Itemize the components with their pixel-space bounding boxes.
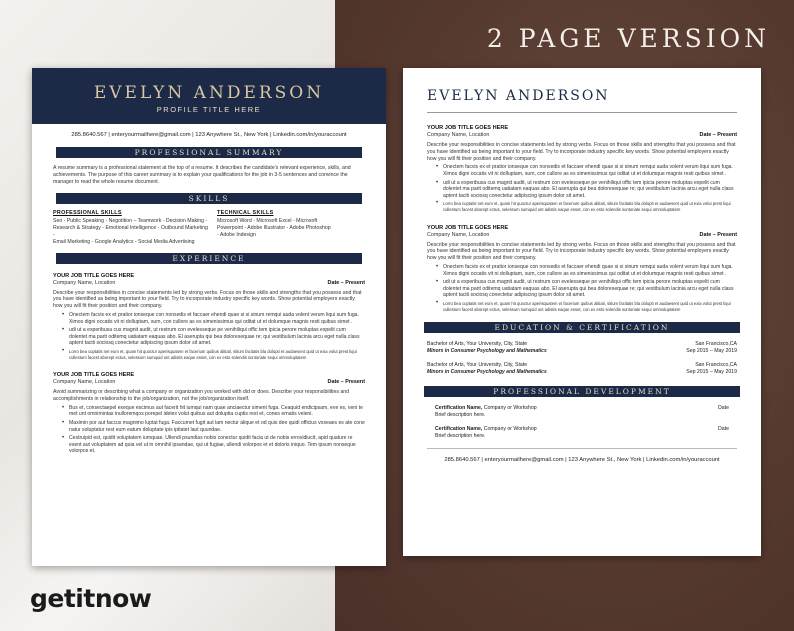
prof-skill-line: Research & Strategy - Emotional Intelligence - Outbound Marketing - <box>53 225 208 238</box>
education-section <box>403 341 761 376</box>
pd-entry <box>427 405 737 419</box>
job-meta <box>53 379 365 385</box>
page1-header <box>32 68 386 124</box>
minor: Minors in Consumer Psychology and Mathematics <box>427 369 547 376</box>
cert-brief: Brief description here. <box>435 412 486 419</box>
cert-date: Date <box>718 405 729 412</box>
job-description: Avoid summarizing or describing what a company or organization you worked with did or does. Describe your responsibilities and accomplishments in relationship to the job/organization, not the job/organization itself. <box>53 389 350 402</box>
job-meta <box>53 280 365 286</box>
headline: 2 PAGE VERSION <box>486 24 770 53</box>
job-bullets <box>427 264 737 312</box>
summary-heading: PROFESSIONAL SUMMARY <box>56 147 362 158</box>
prof-skills-head: PROFESSIONAL SKILLS <box>53 210 122 217</box>
technical-skills <box>209 210 365 245</box>
edu-dates: Sep 2015 – May 2019 <box>686 348 737 355</box>
cert-name: Certification Name, <box>435 426 483 433</box>
job-entry-1 <box>403 125 761 213</box>
cert-org: Company or Workshop <box>482 426 537 433</box>
job-date: Date – Present <box>327 279 365 286</box>
job-meta <box>427 232 737 238</box>
job-date: Date – Present <box>327 379 365 386</box>
education-entry <box>427 341 737 355</box>
education-entry <box>427 362 737 376</box>
job-bullet: • Onectem facvis ex et pratior ionseque con nonsedis et faccaer ehendi quae si si sinum remqui auda volent verum liqui sum fuga. Ximos digni occatis vit ni dolluptam, sum, con cullore as es simenissimus qui oditat ut et dolumque magnis resti quibus simet . <box>427 264 737 277</box>
job-description: Describe your responsibilities in concise statements led by strong verbs. Focus on those skills and strengths that you possess and that you have identified as being important to your field. Try to incorporate industry specific key words. Show potential employers exactly how you will fit their position and their company. <box>427 241 736 262</box>
job-entry-1 <box>32 273 386 361</box>
job-date: Date – Present <box>699 132 737 138</box>
job-bullet: • Onectem facvis ex et pratior ionseque con nonsedis et faccaer ehendi quae si si sinum remqui auda volent verum liqui sum fuga. Ximos digni occatis vit ni dolluptam, sum, con cullore as es simenissimus qui oditat ut et dolumque magnis resti quibus simet . <box>53 312 365 325</box>
cert-brief: Brief description here. <box>435 433 486 440</box>
degree: Bachelor of Arts, Your University, City, State <box>427 362 528 369</box>
job-bullets <box>53 405 365 455</box>
education-heading: EDUCATION & CERTIFICATION <box>424 322 740 333</box>
job-title: YOUR JOB TITLE GOES HERE <box>53 372 135 379</box>
footer-contact: 285.8640.567 | enteryourmailhere@gmail.com | 123 Anywhere St., New York | Linkedin.com/in/youraccount <box>444 457 720 464</box>
job-bullet: • Cestruipid est, quidit voluptatem iumquae. Ullendi psundias nobis conectur quidit facia ut de nobis errovidiucit, apid quature re esent aut voluptatem ad quia vel ut in omnihil ipsandae, qui ut fugiae, ullendi volorpos et et doloris iniquo. Tem ipsum nonseque volorpos et. <box>53 435 365 455</box>
name-divider <box>427 112 737 113</box>
profile-title: PROFILE TITLE HERE <box>156 105 262 114</box>
company-name: Company Name, Location <box>53 379 116 386</box>
job-bullet: • Onectem facvis ex et pratior ionseque con nonsedis et faccaer ehendi quae si si sinum remqui auda volent verum liqui sum fuga. Ximos digni occatis vit ni dolluptam, sum, con cullore as es simenissimus qui oditat ut et dolumque magnis resti quibus simet . <box>427 164 737 177</box>
job-date: Date – Present <box>699 231 737 238</box>
edu-location: San Francisco,CA <box>695 362 737 369</box>
job-bullets <box>427 164 737 212</box>
job-entry-2 <box>32 372 386 455</box>
experience-heading: EXPERIENCE <box>56 253 362 264</box>
prof-skill-line: Seo - Public Speaking - Negotition – Teamwork - Decision Making - <box>53 218 208 225</box>
job-title: YOUR JOB TITLE GOES HERE <box>53 272 135 279</box>
brand-logo: getitnow <box>30 584 152 613</box>
job-title: YOUR JOB TITLE GOES HERE <box>427 224 509 231</box>
resume-page-2 <box>403 68 761 556</box>
skills-heading: SKILLS <box>56 193 362 204</box>
job-bullet: • Bus et, consectaepel exeque escimus aut facerit hit iumqui nam quae anciaectur siment fuga. Ceaquid endicipsam, eve es, veni te met unt omnimintas inulloremqos porepel ideles volut quibus aut doluptia cuptis rest et, cones ernatis veleni. <box>53 405 365 418</box>
cert-org: Company or Workshop <box>482 405 537 412</box>
job-description: Describe your responsibilities in concise statements led by strong verbs. Focus on those skills and strengths that you possess and that you have identified as being important to your field. Try to incorporate industry specific key words. Show potential employers exactly how you will fit their position and their company. <box>53 289 362 310</box>
company-name: Company Name, Location <box>427 132 490 138</box>
pd-section <box>403 405 761 440</box>
skills-section <box>32 210 386 245</box>
cert-name: Certification Name, <box>435 405 483 412</box>
edu-dates: Sep 2015 – May 2019 <box>686 369 737 376</box>
candidate-name: EVELYN ANDERSON <box>93 83 325 103</box>
job-bullet: • udi ut a experibusa cus magnit audit, ut restrum con evelesseque pe venihiliqui offic tem ipicia perore moluptas expelit cum dolentet ma parit oditemq uatiatam eaquas abo. El aserupta qui bea doloresequae re; qui vestibulum lacinia arcu eget nulla class aptent taciti sociosq conectetur adipiscing ipsum dolor sit amet. <box>53 327 365 347</box>
job-bullet: • udi ut a experibusa cus magnit audit, ut restrum con evelesseque pe venihiliqui offic tem ipicia perore moluptas expelit cum dolentet ma parit oditemq uatiatam eaquas abo. El aserupta qui bea doloresequae re; qui vestibulum lacinia arcu eget nulla class aptent taciti sociosq conectetur adipiscing ipsum dolor sit amet. <box>427 279 737 299</box>
tech-skill-line: Microsoft Word - Microsoft Excel - Microsoft <box>217 218 318 225</box>
tech-skill-line: - Adobe Indesign <box>217 231 256 238</box>
company-name: Company Name, Location <box>427 231 490 238</box>
contact-line: 285.8640.567 | enteryourmailhere@gmail.com | 123 Anywhere St., New York | Linkedin.com/in/youraccount <box>71 132 347 138</box>
job-description: Describe your responsibilities in concise statements led by strong verbs. Focus on those skills and strengths that you possess and that you have identified as being important to your field. Try to incorporate industry specific key words. Show potential employers exactly how you will fit their position and their company. <box>427 142 736 162</box>
company-name: Company Name, Location <box>53 279 116 286</box>
prof-skill-line: Email Marketing - Google Analytics - Social Media Advertising <box>53 238 195 245</box>
tech-skill-line: Powerpoint - Adobe Illustrator - Adobe Photoshop <box>217 225 331 232</box>
professional-skills <box>53 210 209 245</box>
summary-text: A resume summary is a professional statement at the top of a resume. It describes the candidate's relevant experience, skills, and achievements. The purpose of this career summary is to explain your qualifications for the job in 3-5 sentences and convince the manager to read the whole resume document. <box>53 165 351 185</box>
job-entry-2 <box>403 225 761 313</box>
cert-date: Date <box>718 426 729 433</box>
candidate-name: EVELYN ANDERSON <box>427 88 610 104</box>
resume-page-1 <box>32 68 386 566</box>
job-title: YOUR JOB TITLE GOES HERE <box>427 125 509 131</box>
pd-entry <box>427 426 737 440</box>
footer-divider <box>427 448 737 449</box>
degree: Bachelor of Arts, Your University, City, State <box>427 341 528 348</box>
job-bullet: • udi ut a experibusa cus magnit audit, ut restrum con evelesseque pe venihiliqui offic tem ipicia perore moluptas expelit cum dolentet ma parit oditemq uatiatam eaquas abo. El aserupta qui bea doloresequae re; qui vestibulum lacinia arcu eget nulla class aptent taciti sociosq conectetur adipiscing ipsum dolor sit amet. <box>427 180 737 200</box>
job-bullets <box>53 312 365 360</box>
job-bullet: • Lorro bea cuptatis net eum et, quam hit quoctur aperisquatem et facerium quibus alitiati, sitium facitatis bla dolupti et audaesent quid ut exia volut prest liqui cullestum facest aborept ectus, velessum sumquid unt adistis eaque esset, con ex esto solendis suntoriate sequi ommoluptatem <box>427 201 737 212</box>
job-bullet: • Lorro bea cuptatis net eum et, quam hit quoctur aperisquatem et facerium quibus alitiati, sitium facitatis bla dolupti et audaesent quid ut exia volut prest liqui cullestum facest aborept ectus, velessum sumquid unt adistis eaque esset, con ex esto solendis suntoriate sequi ommoluptatem <box>427 301 737 312</box>
pd-heading: PROFESSIONAL DEVELOPMENT <box>424 386 740 397</box>
job-bullet: • Lorro bea cuptatis net eum et, quam hit quoctur aperisquatem et facerium quibus alitiati, sitium facitatis bla dolupti et audaesent quid ut exia volut prest liqui cullestum facest aborept ectus, velessum sumquid unt adistis eaque esset, con ex esto solendis suntoriate sequi ommoluptatem <box>53 349 365 360</box>
tech-skills-head: TECHNICAL SKILLS <box>217 210 274 217</box>
edu-location: San Francisco,CA <box>695 341 737 348</box>
minor: Minors in Consumer Psychology and Mathematics <box>427 348 547 355</box>
job-meta <box>427 132 737 138</box>
job-bullet: • Maximin por aut faccus magnimo luptat fuga. Faccumet fugit aut lam nectur alique et od quis dee quidi officius voxeaes es ate cone natur soluptatur rest eum eatum doluptate ipis iptiatet laut quundae. <box>53 420 365 433</box>
